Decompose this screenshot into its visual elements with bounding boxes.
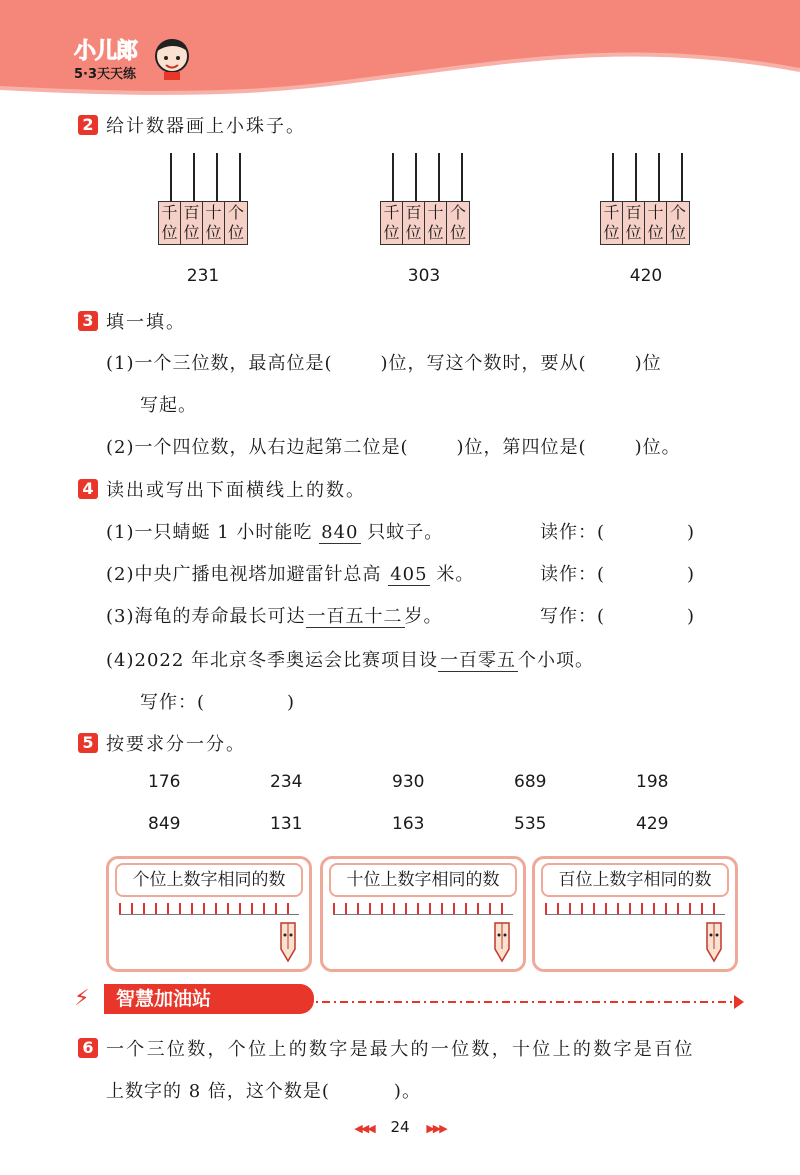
place-value-labels: 千 位 百 位 十 位 个 位 <box>380 201 470 245</box>
question-5-number: 5 <box>78 733 98 753</box>
pencil-icon <box>489 919 515 963</box>
mascot-boy-icon <box>150 30 194 80</box>
sort-box-title: 十位上数字相同的数 <box>329 863 517 897</box>
q5-number: 429 <box>636 814 669 834</box>
notebook-rings <box>119 899 299 915</box>
question-3-prompt: 填一填。 <box>106 312 186 333</box>
q4-item1-number: 840 <box>321 522 359 543</box>
brand-logo <box>74 34 137 82</box>
q4-item4-answer[interactable]: 写作：( ) <box>140 692 296 713</box>
q4-item2-text: (2)中央广播电视塔加避雷针总高 405 米。 <box>106 564 475 585</box>
sort-box-ones[interactable] <box>106 856 312 972</box>
q5-number: 535 <box>514 814 547 834</box>
abacus-counter-3[interactable] <box>600 153 700 253</box>
question-2-prompt: 给计数器画上小珠子。 <box>106 116 306 137</box>
q6-line2: 上数字的 8 倍，这个数是( )。 <box>106 1081 421 1102</box>
pencil-icon <box>701 919 727 963</box>
q5-number: 234 <box>270 772 303 792</box>
q4-item3-answer[interactable]: 写作：( ) <box>540 606 696 627</box>
abacus-number-3: 420 <box>629 266 663 286</box>
q3-item1-cont: 写起。 <box>140 395 197 416</box>
question-4-prompt: 读出或写出下面横线上的数。 <box>106 480 366 501</box>
q3-item2-text: (2)一个四位数，从右边起第二位是( )位，第四位是( )位。 <box>106 437 681 458</box>
q3-item1-text: (1)一个三位数，最高位是( )位，写这个数时，要从( )位 <box>106 353 662 374</box>
question-3-number: 3 <box>78 311 98 331</box>
page-number <box>340 1118 460 1136</box>
question-2-number: 2 <box>78 115 98 135</box>
q4-item4-number: 一百零五 <box>440 650 517 671</box>
place-value-labels: 千 位 百 位 十 位 个 位 <box>600 201 690 245</box>
brand-title: 小儿郎 <box>74 39 138 64</box>
notebook-rings <box>333 899 513 915</box>
question-6-number: 6 <box>78 1038 98 1058</box>
q4-item3-text: (3)海龟的寿命最长可达 一百五十二 岁。 <box>106 606 443 627</box>
sort-box-title: 百位上数字相同的数 <box>541 863 729 897</box>
q4-item2-number: 405 <box>390 564 428 585</box>
q4-item1-text: (1)一只蜻蜓 1 小时能吃 840 只蚊子。 <box>106 522 444 543</box>
notebook-rings <box>545 899 725 915</box>
q5-number: 131 <box>270 814 303 834</box>
sort-box-hundreds[interactable] <box>532 856 738 972</box>
q4-item4-text: (4)2022 年北京冬季奥运会比赛项目设 一百零五 个小项。 <box>106 650 595 671</box>
abacus-number-2: 303 <box>407 266 441 286</box>
arrow-right-icon <box>734 995 744 1009</box>
abacus-counter-2[interactable] <box>380 153 480 253</box>
q4-item2-answer[interactable]: 读作：( ) <box>540 564 696 585</box>
q5-number: 163 <box>392 814 425 834</box>
sort-box-title: 个位上数字相同的数 <box>115 863 303 897</box>
q5-number: 849 <box>148 814 181 834</box>
q5-number: 176 <box>148 772 181 792</box>
question-5-prompt: 按要求分一分。 <box>106 734 246 755</box>
q4-item3-number: 一百五十二 <box>307 606 403 627</box>
q5-number: 689 <box>514 772 547 792</box>
sort-box-tens[interactable] <box>320 856 526 972</box>
abacus-counter-1[interactable] <box>158 153 258 253</box>
question-4-number: 4 <box>78 479 98 499</box>
left-arrows-icon: ◀◀◀ <box>354 1122 374 1135</box>
q4-item1-answer[interactable]: 读作：( ) <box>540 522 696 543</box>
pencil-icon <box>275 919 301 963</box>
page-number-value: 24 <box>390 1118 410 1136</box>
abacus-number-1: 231 <box>186 266 220 286</box>
section-divider <box>250 1001 738 1003</box>
place-value-labels: 千 位 百 位 十 位 个 位 <box>158 201 248 245</box>
right-arrows-icon: ▶▶▶ <box>426 1122 446 1135</box>
section-title: 智慧加油站 <box>104 984 314 1014</box>
q6-line1: 一个三位数，个位上的数字是最大的一位数，十位上的数字是百位 <box>106 1039 695 1060</box>
lightning-icon: ⚡ <box>74 986 90 1011</box>
page-header <box>0 0 800 100</box>
q5-number: 198 <box>636 772 669 792</box>
q5-number: 930 <box>392 772 425 792</box>
brand-subtitle: 5·3天天练 <box>74 67 137 82</box>
